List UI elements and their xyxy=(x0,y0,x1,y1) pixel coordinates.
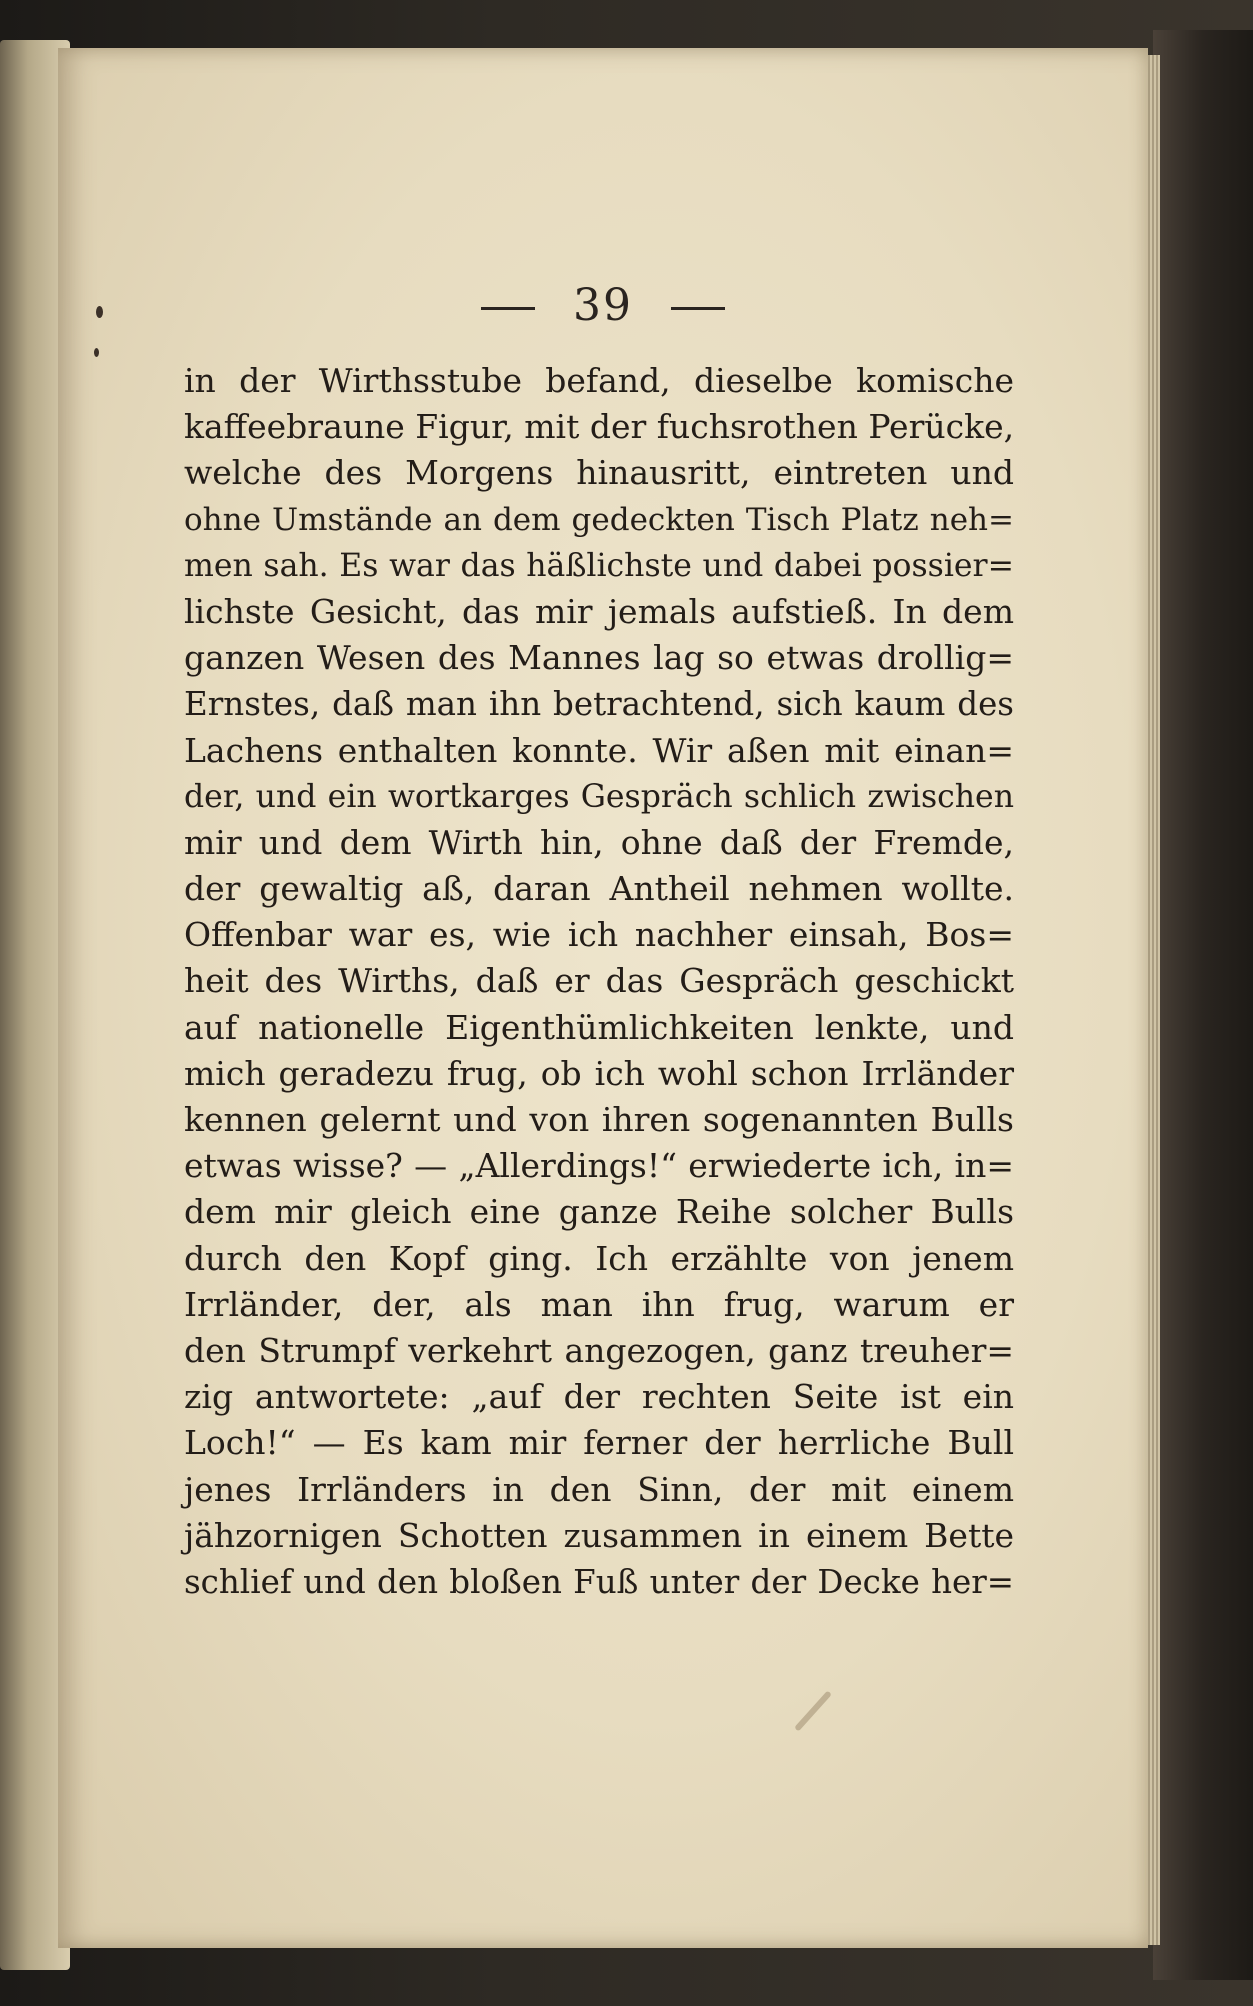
text-line: Offenbar war es, wie ich nachher einsah, Bos= xyxy=(184,915,1014,955)
text-line: durch den Kopf ging. Ich erzählte von jenem xyxy=(184,1238,1014,1278)
text-line: ohne Umstände an dem gedeckten Tisch Platz neh= xyxy=(184,501,1014,538)
text-line: welche des Morgens hinausritt, eintreten und xyxy=(184,453,1014,493)
text-line: der, und ein wortkarges Gespräch schlich zwischen xyxy=(184,778,1014,815)
book-page xyxy=(58,48,1148,1948)
text-line: kennen gelernt und von ihren sogenannten Bulls xyxy=(184,1100,1014,1139)
text-line: jenes Irrländers in den Sinn, der mit einem xyxy=(184,1469,1014,1509)
text-line: ganzen Wesen des Mannes lag so etwas drollig= xyxy=(184,638,1014,678)
text-line: Irrländer, der, als man ihn frug, warum er xyxy=(184,1284,1014,1324)
text-line: zig antwortete: „auf der rechten Seite ist ein xyxy=(184,1377,1014,1417)
text-line: etwas wisse? — „Allerdings!“ erwiederte ich, in= xyxy=(184,1146,1014,1186)
header-dash-right xyxy=(671,307,725,310)
body-text xyxy=(184,358,1014,1605)
paper-speck xyxy=(94,348,99,357)
text-line: schlief und den bloßen Fuß unter der Decke her= xyxy=(184,1562,1014,1601)
book-cover-edge xyxy=(1153,30,1253,1980)
paper-stain xyxy=(794,1690,832,1731)
text-line: lichste Gesicht, das mir jemals aufstieß. In dem xyxy=(184,591,1014,631)
text-line: der gewaltig aß, daran Antheil nehmen wollte. xyxy=(184,869,1014,909)
text-line: in der Wirthsstube befand, dieselbe komische xyxy=(184,361,1014,400)
text-line: dem mir gleich eine ganze Reihe solcher Bulls xyxy=(184,1192,1014,1232)
page-number: 39 xyxy=(573,280,633,331)
header-dash-left xyxy=(481,307,535,310)
text-line: Lachens enthalten konnte. Wir aßen mit einan= xyxy=(184,730,1014,770)
text-line: Loch!“ — Es kam mir ferner der herrliche Bull xyxy=(184,1423,1014,1463)
page-header xyxy=(58,280,1148,331)
text-line: auf nationelle Eigenthümlichkeiten lenkte, und xyxy=(184,1007,1014,1047)
text-line: den Strumpf verkehrt angezogen, ganz treuher= xyxy=(184,1330,1014,1370)
text-line: heit des Wirths, daß er das Gespräch geschickt xyxy=(184,961,1014,1001)
text-line: mich geradezu frug, ob ich wohl schon Irrländer xyxy=(184,1053,1014,1093)
text-line: kaffeebraune Figur, mit der fuchsrothen Perücke, xyxy=(184,407,1015,447)
text-line: men sah. Es war das häßlichste und dabei possier= xyxy=(184,547,1014,584)
text-line: mir und dem Wirth hin, ohne daß der Fremde, xyxy=(184,822,1014,862)
text-line: Ernstes, daß man ihn betrachtend, sich kaum des xyxy=(184,685,1014,724)
text-line: jähzornigen Schotten zusammen in einem Bette xyxy=(184,1515,1014,1555)
paper-speck xyxy=(96,306,103,318)
